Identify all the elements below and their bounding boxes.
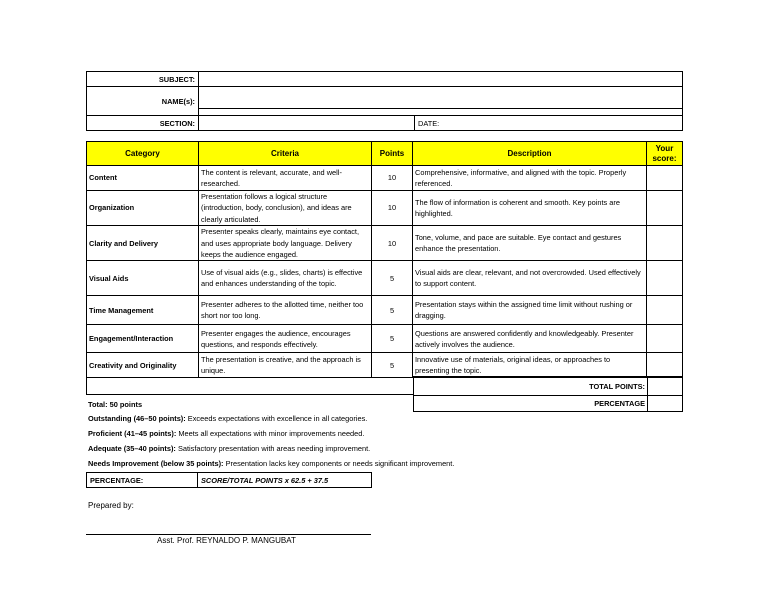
rubric-row xyxy=(87,191,683,226)
description-cell: The flow of information is coherent and smooth. Key points are highlighted. xyxy=(413,191,647,226)
criteria-cell: The content is relevant, accurate, and well-researched. xyxy=(199,166,372,191)
scale-needs-improvement xyxy=(88,459,454,468)
category-cell: Creativity and Originality xyxy=(87,353,199,378)
score-cell[interactable] xyxy=(647,226,683,261)
col-points: Points xyxy=(372,142,413,166)
description-cell: Comprehensive, informative, and aligned with the topic. Properly referenced. xyxy=(413,166,647,191)
percentage-formula: SCORE/TOTAL POINTS x 62.5 + 37.5 xyxy=(198,473,372,488)
points-cell: 5 xyxy=(372,353,413,378)
names-label: NAME(s): xyxy=(87,87,199,116)
description-cell: Presentation stays within the assigned time limit without rushing or dragging. xyxy=(413,296,647,325)
names-field[interactable] xyxy=(199,87,683,116)
blank-total-cell xyxy=(86,376,414,395)
signatory-name: Asst. Prof. REYNALDO P. MANGUBAT xyxy=(157,536,296,545)
criteria-cell: Presenter speaks clearly, maintains eye contact, and uses appropriate body language. Delivery keeps the audience engaged. xyxy=(199,226,372,261)
scale-adequate xyxy=(88,444,370,453)
category-cell: Visual Aids xyxy=(87,261,199,296)
criteria-cell: Presenter adheres to the allotted time, neither too short nor too long. xyxy=(199,296,372,325)
points-cell: 5 xyxy=(372,325,413,353)
scale-label: Proficient (41–45 points): xyxy=(88,429,177,438)
points-cell: 10 xyxy=(372,226,413,261)
criteria-cell: The presentation is creative, and the approach is unique. xyxy=(199,353,372,378)
scale-text: Satisfactory presentation with areas needing improvement. xyxy=(175,444,371,453)
points-cell: 10 xyxy=(372,166,413,191)
criteria-cell: Presenter engages the audience, encourages questions, and responds effectively. xyxy=(199,325,372,353)
prepared-by-label: Prepared by: xyxy=(88,501,134,510)
percentage-field[interactable] xyxy=(648,396,683,412)
scale-label: Outstanding (46–50 points): xyxy=(88,414,186,423)
score-cell[interactable] xyxy=(647,191,683,226)
rubric-row xyxy=(87,353,683,378)
scale-text: Presentation lacks key components or needs significant improvement. xyxy=(223,459,455,468)
category-cell: Engagement/Interaction xyxy=(87,325,199,353)
subject-label: SUBJECT: xyxy=(87,72,199,87)
col-criteria: Criteria xyxy=(199,142,372,166)
description-cell: Tone, volume, and pace are suitable. Eye contact and gestures enhance the presentation. xyxy=(413,226,647,261)
rubric-row xyxy=(87,166,683,191)
rubric-row xyxy=(87,226,683,261)
total-points-field[interactable] xyxy=(648,377,683,396)
percentage-formula-label: PERCENTAGE: xyxy=(87,473,198,488)
rubric-row xyxy=(87,261,683,296)
score-cell[interactable] xyxy=(647,296,683,325)
criteria-cell: Presentation follows a logical structure (introduction, body, conclusion), and ideas are clearly articulated. xyxy=(199,191,372,226)
rubric-row xyxy=(87,296,683,325)
date-field[interactable] xyxy=(415,116,683,131)
scale-label: Needs Improvement (below 35 points): xyxy=(88,459,224,468)
section-label: SECTION: xyxy=(87,116,199,131)
rubric-table xyxy=(86,141,683,378)
col-your-score: Your score: xyxy=(647,142,683,166)
criteria-cell: Use of visual aids (e.g., slides, charts) is effective and enhances understanding of the topic. xyxy=(199,261,372,296)
scale-label: Adequate (35–40 points): xyxy=(88,444,176,453)
col-description: Description xyxy=(413,142,647,166)
info-table xyxy=(86,71,683,131)
scale-proficient xyxy=(88,429,364,438)
col-category: Category xyxy=(87,142,199,166)
signature-line xyxy=(86,534,371,535)
description-cell: Visual aids are clear, relevant, and not overcrowded. Used effectively to support content. xyxy=(413,261,647,296)
percentage-label: PERCENTAGE xyxy=(414,396,648,412)
points-cell: 5 xyxy=(372,296,413,325)
section-field[interactable] xyxy=(199,116,415,131)
points-cell: 10 xyxy=(372,191,413,226)
rubric-header-row xyxy=(87,142,683,166)
category-cell: Clarity and Delivery xyxy=(87,226,199,261)
score-cell[interactable] xyxy=(647,353,683,378)
description-cell: Questions are answered confidently and knowledgeably. Presenter actively involves the audience. xyxy=(413,325,647,353)
category-cell: Content xyxy=(87,166,199,191)
total-points-label: TOTAL POINTS: xyxy=(414,377,648,396)
score-cell[interactable] xyxy=(647,261,683,296)
category-cell: Time Management xyxy=(87,296,199,325)
totals-table xyxy=(413,376,683,412)
points-cell: 5 xyxy=(372,261,413,296)
score-cell[interactable] xyxy=(647,325,683,353)
description-cell: Innovative use of materials, original ideas, or approaches to presenting the topic. xyxy=(413,353,647,378)
date-label: DATE: xyxy=(418,118,440,128)
subject-field[interactable] xyxy=(199,72,683,87)
category-cell: Organization xyxy=(87,191,199,226)
scale-text: Exceeds expectations with excellence in all categories. xyxy=(185,414,368,423)
rubric-row xyxy=(87,325,683,353)
scale-text: Meets all expectations with minor improvements needed. xyxy=(176,429,365,438)
score-cell[interactable] xyxy=(647,166,683,191)
percentage-formula-table xyxy=(86,472,372,488)
total-points-note: Total: 50 points xyxy=(88,400,143,409)
scale-outstanding xyxy=(88,414,367,423)
